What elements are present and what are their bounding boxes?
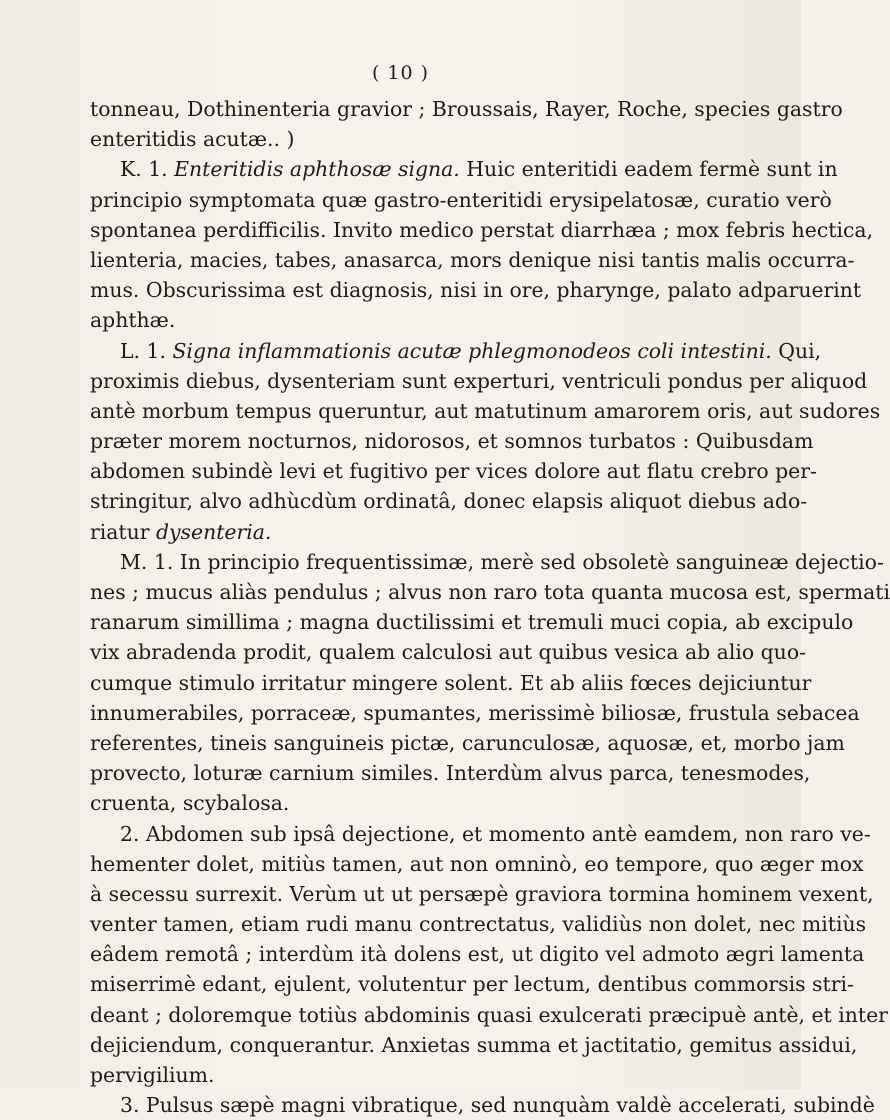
text-line-content: proximis diebus, dysenteriam sunt experturi, ventriculi pondus per aliquod (90, 368, 868, 393)
italic-heading: Signa inflammationis acutæ phlegmonodeos coli intestini. (172, 338, 772, 363)
text-line (90, 124, 780, 154)
text-line-content: deant ; doloremque totiùs abdominis quasi exulcerati præcipuè antè, et inter (90, 1002, 888, 1027)
text-line (90, 547, 884, 577)
text-line (90, 1090, 875, 1120)
text-line-content: vix abradenda prodit, qualem calculosi aut quibus vesica ab alio quo- (90, 640, 806, 665)
text-line (90, 305, 780, 335)
text-line (90, 939, 865, 969)
text-line-content: miserrimè edant, ejulent, volutentur per lectum, dentibus commorsis stri- (90, 972, 854, 997)
text-line (90, 577, 890, 607)
text-line (90, 154, 838, 184)
text-line-content: ranarum simillima ; magna ductilissimi et tremuli muci copia, ab excipulo (90, 610, 854, 635)
text-line-content: pervigilium. (90, 1063, 215, 1087)
text-line-content: præter morem nocturnos, nidorosos, et somnos turbatos : Quibusdam (90, 429, 814, 454)
text-line (90, 275, 862, 305)
text-line-content: provecto, loturæ carnium similes. Interdùm alvus parca, tenesmodes, (90, 761, 811, 786)
text-line (90, 698, 860, 728)
text-line (90, 215, 874, 245)
page-number: ( 10 ) (371, 62, 430, 84)
text-line (90, 909, 867, 939)
text-line-content: cumque stimulo irritatur mingere solent. Et ab aliis fœces dejiciuntur (90, 670, 812, 695)
text-line-content: abdomen subindè levi et fugitivo per vices dolore aut flatu crebro per- (90, 459, 817, 484)
text-line-content: 3. Pulsus sæpè magni vibratique, sed nunquàm valdè accelerati, subindè (120, 1093, 875, 1118)
text-line (90, 637, 806, 667)
text-line-content: Huic enteritidi eadem fermè sunt in (459, 157, 838, 182)
text-line-content: principio symptomata quæ gastro-enteritidi erysipelatosæ, curatio verò (90, 187, 832, 212)
paragraph-label: riatur (90, 519, 156, 544)
text-line (90, 668, 812, 698)
text-line-content: enteritidis acutæ.. ) (90, 127, 295, 152)
text-line-content: spontanea perdifficilis. Invito medico perstat diarrhæa ; mox febris hectica, (90, 217, 874, 242)
text-line-content: referentes, tineis sanguineis pictæ, carunculosæ, aquosæ, et, morbo jam (90, 730, 845, 755)
text-line (90, 486, 808, 516)
text-line-content: stringitur, alvo adhùcdùm ordinatâ, donec elapsis aliquot diebus ado- (90, 489, 808, 514)
text-line (90, 788, 780, 818)
text-line (90, 94, 843, 124)
text-line-content: innumerabiles, porraceæ, spumantes, merissimè biliosæ, frustula sebacea (90, 700, 860, 725)
text-line-content: Qui, (771, 338, 822, 363)
text-line-content: 2. Abdomen sub ipsâ dejectione, et momento antè eamdem, non raro ve- (120, 821, 871, 846)
text-line (90, 366, 868, 396)
text-line-content: cruenta, scybalosa. (90, 791, 290, 816)
text-line (90, 396, 881, 426)
text-line (90, 1060, 780, 1090)
italic-heading: dysenteria. (155, 519, 272, 544)
text-line (90, 1000, 888, 1030)
text-line (90, 456, 817, 486)
text-line-content: aphthæ. (90, 308, 176, 333)
italic-heading: Enteritidis aphthosæ signa. (174, 157, 460, 182)
text-line-content: mus. Obscurissima est diagnosis, nisi in ore, pharynge, palato adparuerint (90, 278, 862, 303)
text-line (90, 879, 874, 909)
text-line (90, 849, 864, 879)
text-line-content: dejiciendum, conquerantur. Anxietas summa et jactitatio, gemitus assidui, (90, 1032, 858, 1057)
text-line (90, 517, 780, 547)
paragraph-label: L. 1. (120, 338, 173, 363)
text-line-content: eâdem remotâ ; interdùm ità dolens est, ut digito vel admoto ægri lamenta (90, 942, 865, 967)
text-line (90, 819, 871, 849)
text-line (90, 1030, 858, 1060)
text-line (90, 969, 854, 999)
text-line-content: hementer dolet, mitiùs tamen, aut non omninò, eo tempore, quo æger mox (90, 851, 864, 876)
text-line (90, 426, 814, 456)
text-line-content: à secessu surrexit. Verùm ut ut persæpè graviora tormina hominem vexent, (90, 881, 874, 906)
text-line-content: nes ; mucus aliàs pendulus ; alvus non raro tota quanta mucosa est, spermati (90, 580, 890, 604)
text-line-content: lienteria, macies, tabes, anasarca, mors denique nisi tantis malis occurra- (90, 247, 855, 272)
text-line (90, 758, 811, 788)
text-line-content: tonneau, Dothinenteria gravior ; Broussais, Rayer, Roche, species gastro (90, 97, 843, 121)
text-line-content: venter tamen, etiam rudi manu contrectatus, validiùs non dolet, nec mitiùs (90, 912, 867, 937)
text-line (90, 185, 832, 215)
text-line (90, 336, 822, 366)
body-text (90, 94, 890, 1120)
text-line (90, 607, 854, 637)
paragraph-label: K. 1. (120, 157, 175, 182)
text-line (90, 728, 845, 758)
text-line-content: M. 1. In principio frequentissimæ, merè sed obsoletè sanguineæ dejectio- (120, 549, 884, 574)
text-line (90, 245, 855, 275)
text-line-content: antè morbum tempus queruntur, aut matutinum amarorem oris, aut sudores (90, 398, 881, 423)
